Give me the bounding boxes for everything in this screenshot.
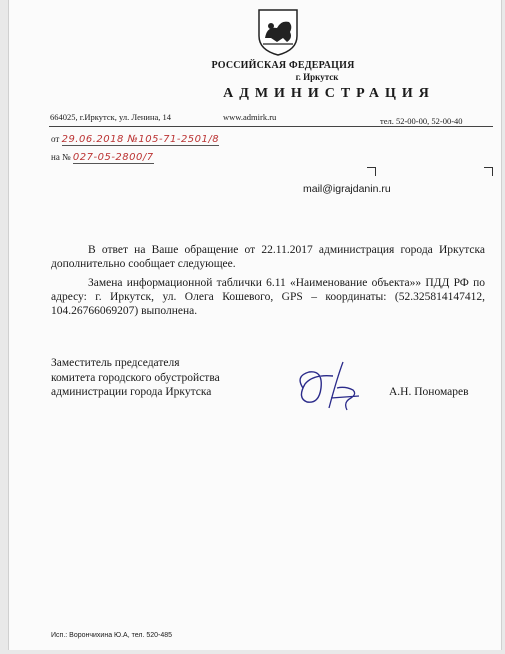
phone-numbers: тел. 52-00-00, 52-00-40 [380,116,463,126]
coat-of-arms-icon [257,8,299,56]
signer-position-line-3: администрации города Иркутска [51,386,212,398]
signer-position-line-1: Заместитель председателя [51,357,180,369]
address-corner-mark-right [484,167,493,176]
country-name: РОССИЙСКАЯ ФЕДЕРАЦИЯ [211,60,355,71]
signer-position [51,356,220,400]
signer-position-line-2: комитета городского обустройства [51,371,220,384]
postal-address: 664025, г.Иркутск, ул. Ленина, 14 [50,112,172,122]
signer-name: А.Н. Пономарев [389,386,469,398]
incoming-number: 027-05-2800/7 [72,152,154,163]
body-paragraph-2: Замена информационной таблички 6.11 «Наименование объекта»» ПДД РФ по адресу: г. Иркутск, ул. Олега Кошевого, GPS – координаты: (52.325814147412, 104.26766069207) выполнена. [51,277,485,317]
incoming-reference [51,152,154,164]
header-divider [49,126,493,127]
handwritten-signature [293,358,365,418]
website-link[interactable]: www.admirk.ru [223,112,277,122]
address-corner-mark-left [367,167,376,176]
city-name: г. Иркутск [295,72,339,82]
letter-page [8,0,502,650]
recipient-email[interactable]: mail@igrajdanin.ru [303,183,391,195]
body-paragraph-1: В ответ на Ваше обращение от 22.11.2017 администрация города Иркутска дополнительно сообщает следующее. [51,244,485,270]
outgoing-number: 29.06.2018 №105-71-2501/8 [61,134,220,145]
outgoing-reference [51,134,219,146]
letterhead-title: АДМИНИСТРАЦИЯ [223,86,435,101]
to-label: на № [51,152,71,162]
from-label: от [51,134,60,144]
executor-info: Исп.: Ворончихина Ю.А, тел. 520-485 [51,632,173,639]
